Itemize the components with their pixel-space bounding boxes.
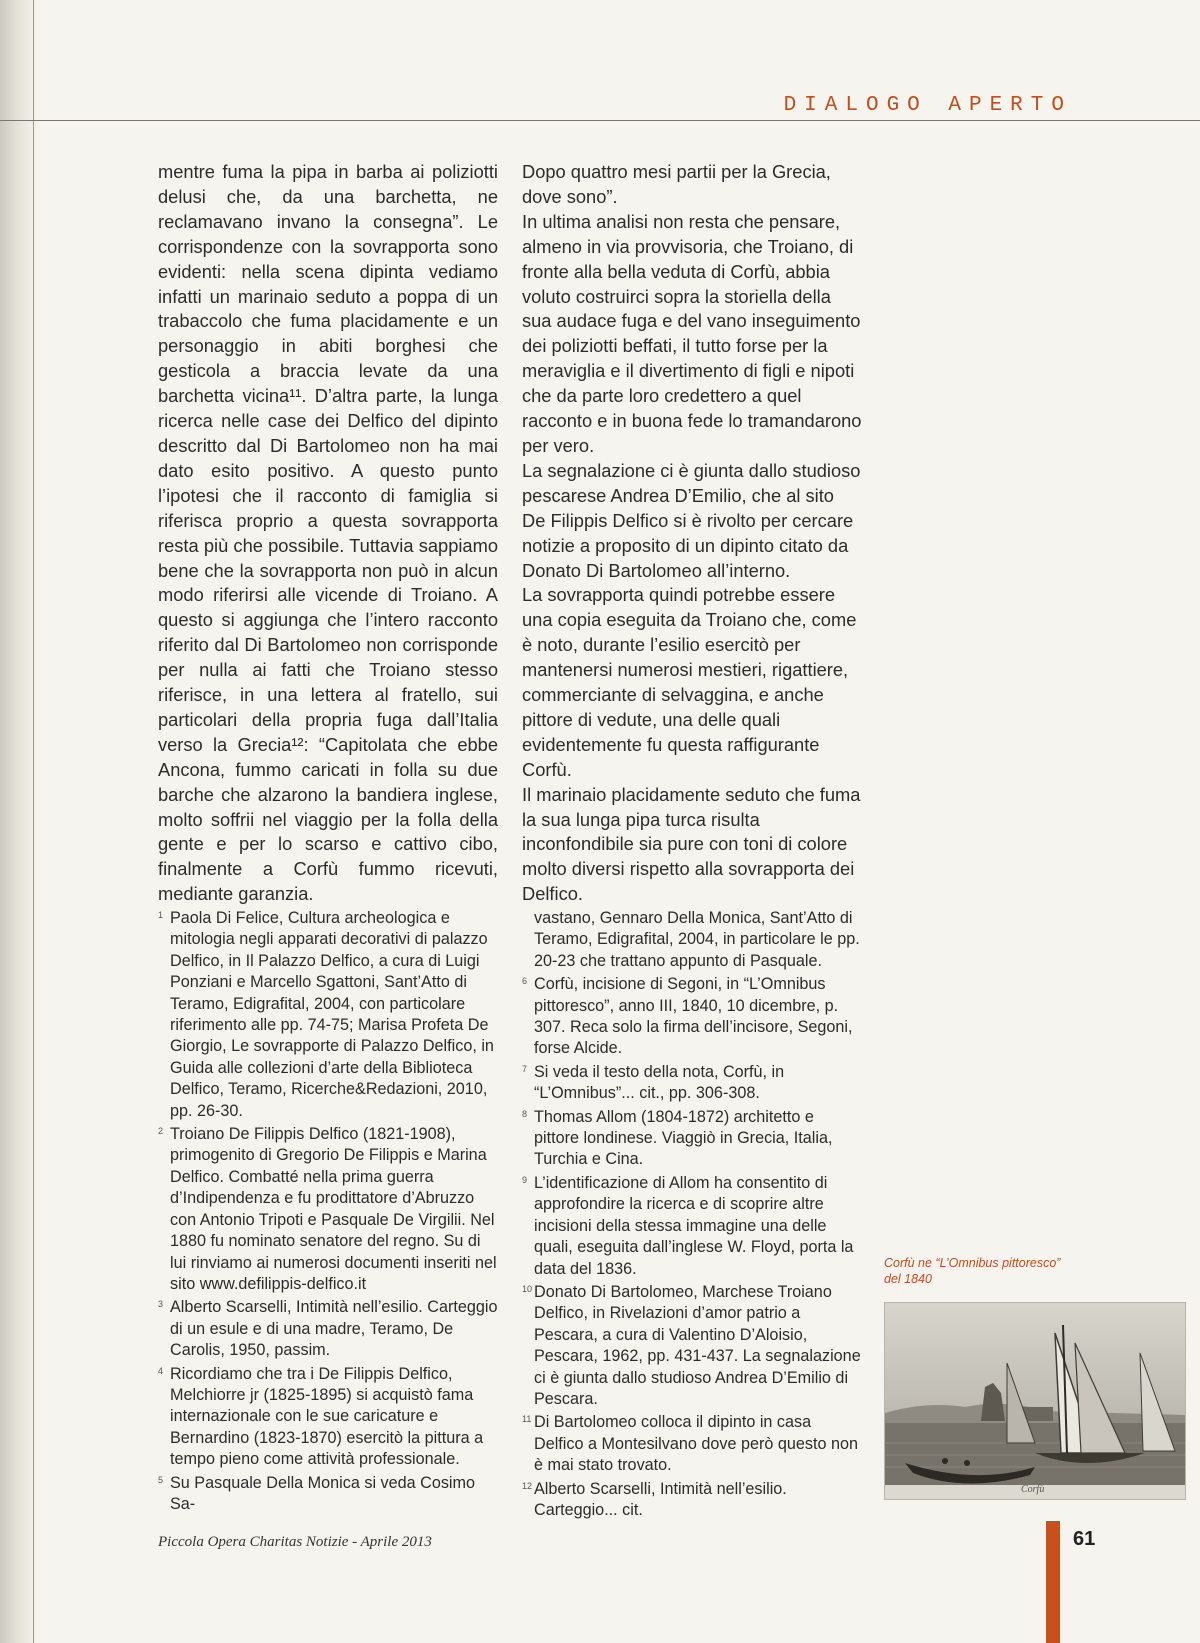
body-paragraph: In ultima analisi non resta che pensare, almeno in via provvisoria, che Troiano, di fronte alla bella veduta di Corfù, abbia voluto costruirci sopra la storiella della sua audace fuga e del vano inseguimento dei poliziotti beffati, il tutto forse per la meraviglia e il divertimento di figli e nipoti che da parte loro credettero a quel racconto e in buona fede lo tramandarono per vero. <box>522 210 862 456</box>
body-paragraph: mentre fuma la pipa in barba ai poliziotti delusi che, da una barchetta, ne reclamavano invano la consegna”. Le corrispondenze con la sovrapporta sono evidenti: nella scena dipinta vediamo infatti un marinaio seduto a poppa di un trabaccolo che fuma placidamente e un personaggio in abiti borghesi che gesticola a braccia levate da una barchetta vicina¹¹. D’altra parte, la lunga ricerca nelle case dei Delfico del dipinto descritto dal Di Bartolomeo non ha mai dato esito positivo. A questo punto l’ipotesi che il racconto di famiglia si riferisca proprio a questa sovrapporta resta più che possibile. Tuttavia sappiamo bene che la sovrapporta non può in alcun modo riferirsi alle vicende di Troiano. A questo si aggiunga che l’intero racconto riferito dal Di Bartolomeo non corrisponde per nulla ai fatti che Troiano stesso riferisce, in una lettera al fratello, sui particolari della propria fuga dall’Italia verso la Grecia¹²: “Capitolata che ebbe Ancona, fummo caricati in folla su due barche che alzarono la bandiera inglese, molto soffrii nel viaggio per la folla della gente e per lo scarso e cattivo cibo, finalmente a Corfù fummo ricevuti, mediante garanzia. <box>158 161 498 905</box>
footnote <box>158 1297 498 1361</box>
footnote-text: Troiano De Filippis Delfico (1821-1908), primogenito di Gregorio De Filippis e Marina Delfico. Combatté nella prima guerra d’Indipendenza e fu prodittatore d’Abruzzo con Antonio Tripoti e Pasquale De Virgilii. Nel 1880 fu nominato senatore del regno. Su di lui rinviamo ai numerosi documenti inseriti nel sito www.defilippis-delfico.it <box>170 1125 497 1293</box>
body-paragraph: Dopo quattro mesi partii per la Grecia, dove sono”. <box>522 161 831 207</box>
footnote <box>522 1062 862 1105</box>
body-column-left <box>158 160 498 907</box>
engraving-inscription: Corfù <box>1021 1484 1045 1495</box>
footnote-text: vastano, Gennaro Della Monica, Sant’Atto di Teramo, Edigrafital, 2004, in particolare le pp. 20-23 che trattano appunto di Pasquale. <box>534 909 860 970</box>
binding-fold-line <box>33 0 34 1643</box>
footnote <box>522 1479 862 1522</box>
section-header: DIALOGO APERTO <box>783 94 1072 117</box>
footnote-text: Su Pasquale Della Monica si veda Cosimo Sa- <box>170 1473 476 1513</box>
footnote-continuation <box>522 908 862 972</box>
footnote-number: 8 <box>522 1108 528 1119</box>
engraving-drawing <box>885 1303 1185 1499</box>
footnote-number: 7 <box>522 1063 528 1074</box>
footnote <box>158 1364 498 1471</box>
footnotes-left <box>158 908 498 1517</box>
publication-footer: Piccola Opera Charitas Notizie - Aprile 2013 <box>158 1534 432 1550</box>
footnote <box>522 974 862 1060</box>
footnote-text: Alberto Scarselli, Intimità nell’esilio. Carteggio di un esule e di una madre, Teramo, De Carolis, 1950, passim. <box>170 1298 498 1360</box>
footnote <box>522 1107 862 1171</box>
footnote-number: 12 <box>522 1480 533 1491</box>
footnote-text: Di Bartolomeo colloca il dipinto in casa Delfico a Montesilvano dove però questo non è mai stato trovato. <box>534 1413 858 1475</box>
footnote-text: Paola Di Felice, Cultura archeologica e mitologia negli apparati decorativi di palazzo Delfico, in Il Palazzo Delfico, a cura di Luigi Ponziani e Marcello Sgattoni, Sant’Atto di Teramo, Edigrafital, 2004, con particolare riferimento alle pp. 74-75; Marisa Profeta De Giorgio, Le sovrapporte di Palazzo Delfico, in Guida alle collezioni d’arte della Biblioteca Delfico, Teramo, Ricerche&Redazioni, 2010, pp. 26-30. <box>170 909 494 1120</box>
body-paragraph: La sovrapporta quindi potrebbe essere una copia eseguita da Troiano che, come è noto, durante l’esilio esercitò per mantenersi numerosi mestieri, rigattiere, commerciante di selvaggina, e anche pittore di vedute, una delle quali evidentemente fu questa raffigurante Corfù. <box>522 584 857 780</box>
footnote-text: Si veda il testo della nota, Corfù, in “L’Omnibus”... cit., pp. 306-308. <box>534 1062 785 1103</box>
corfu-engraving-image <box>884 1302 1186 1500</box>
footnote <box>522 1412 862 1476</box>
footnote-number: 5 <box>158 1474 164 1485</box>
footnote-text: Corfù, incisione di Segoni, in “L’Omnibus pittoresco”, anno III, 1840, 10 dicembre, p. 307. Reca solo la firma dell’incisore, Segoni, forse Alcide. <box>534 975 853 1058</box>
footnotes-right <box>522 908 862 1523</box>
footnote-text: Alberto Scarselli, Intimità nell’esilio. Carteggio... cit. <box>534 1479 787 1519</box>
header-rule <box>0 120 1200 121</box>
footnote <box>522 1173 862 1280</box>
page-number: 61 <box>1073 1528 1096 1550</box>
figure-caption: Corfù ne “L’Omnibus pittoresco” del 1840 <box>884 1256 1061 1286</box>
footnote-number: 10 <box>522 1283 533 1294</box>
footnote-number: 9 <box>522 1174 528 1185</box>
footnote-text: Donato Di Bartolomeo, Marchese Troiano Delfico, in Rivelazioni d’amor patrio a Pescara, a cura di Valentino D’Aloisio, Pescara, 1962, pp. 431-437. La segnalazione ci è giunta dallo studioso Andrea D’Emilio di Pescara. <box>534 1282 861 1408</box>
footnote-number: 2 <box>158 1126 164 1137</box>
footnote <box>158 1473 498 1516</box>
footnote-number: 4 <box>158 1365 164 1376</box>
page-number-bar <box>1046 1521 1060 1643</box>
footnote-number: 1 <box>158 910 164 920</box>
body-paragraph: Il marinaio placidamente seduto che fuma la sua lunga pipa turca risulta inconfondibile sia pure con toni di colore molto diversi rispetto alla sovrapporta dei Delfico. <box>522 783 861 905</box>
footnote-number: 3 <box>158 1299 164 1310</box>
footnote-number: 6 <box>522 976 528 987</box>
footnote <box>522 1282 862 1410</box>
footnote <box>158 908 498 1122</box>
body-paragraph: La segnalazione ci è giunta dallo studioso pescarese Andrea D’Emilio, che al sito De Filippis Delfico si è rivolto per cercare notizie a proposito di un dipinto citato da Donato Di Bartolomeo all’interno. <box>522 459 861 581</box>
footnote <box>158 1124 498 1295</box>
footnote-text: Thomas Allom (1804-1872) architetto e pittore londinese. Viaggiò in Grecia, Italia, Turchia e Cina. <box>534 1107 833 1169</box>
footnote-text: L’identificazione di Allom ha consentito di approfondire la ricerca e di scoprire altre incisioni della stessa immagine una delle quali, eseguita dall’inglese W. Floyd, porta la data del 1836. <box>534 1173 854 1278</box>
footnote-number: 11 <box>522 1414 532 1425</box>
body-column-right <box>522 160 862 907</box>
footnote-text: Ricordiamo che tra i De Filippis Delfico, Melchiorre jr (1825-1895) si acquistò fama internazionale con le sue caricature e Bernardino (1823-1870) esercitò la pittura a tempo pieno come attività professionale. <box>170 1364 484 1469</box>
